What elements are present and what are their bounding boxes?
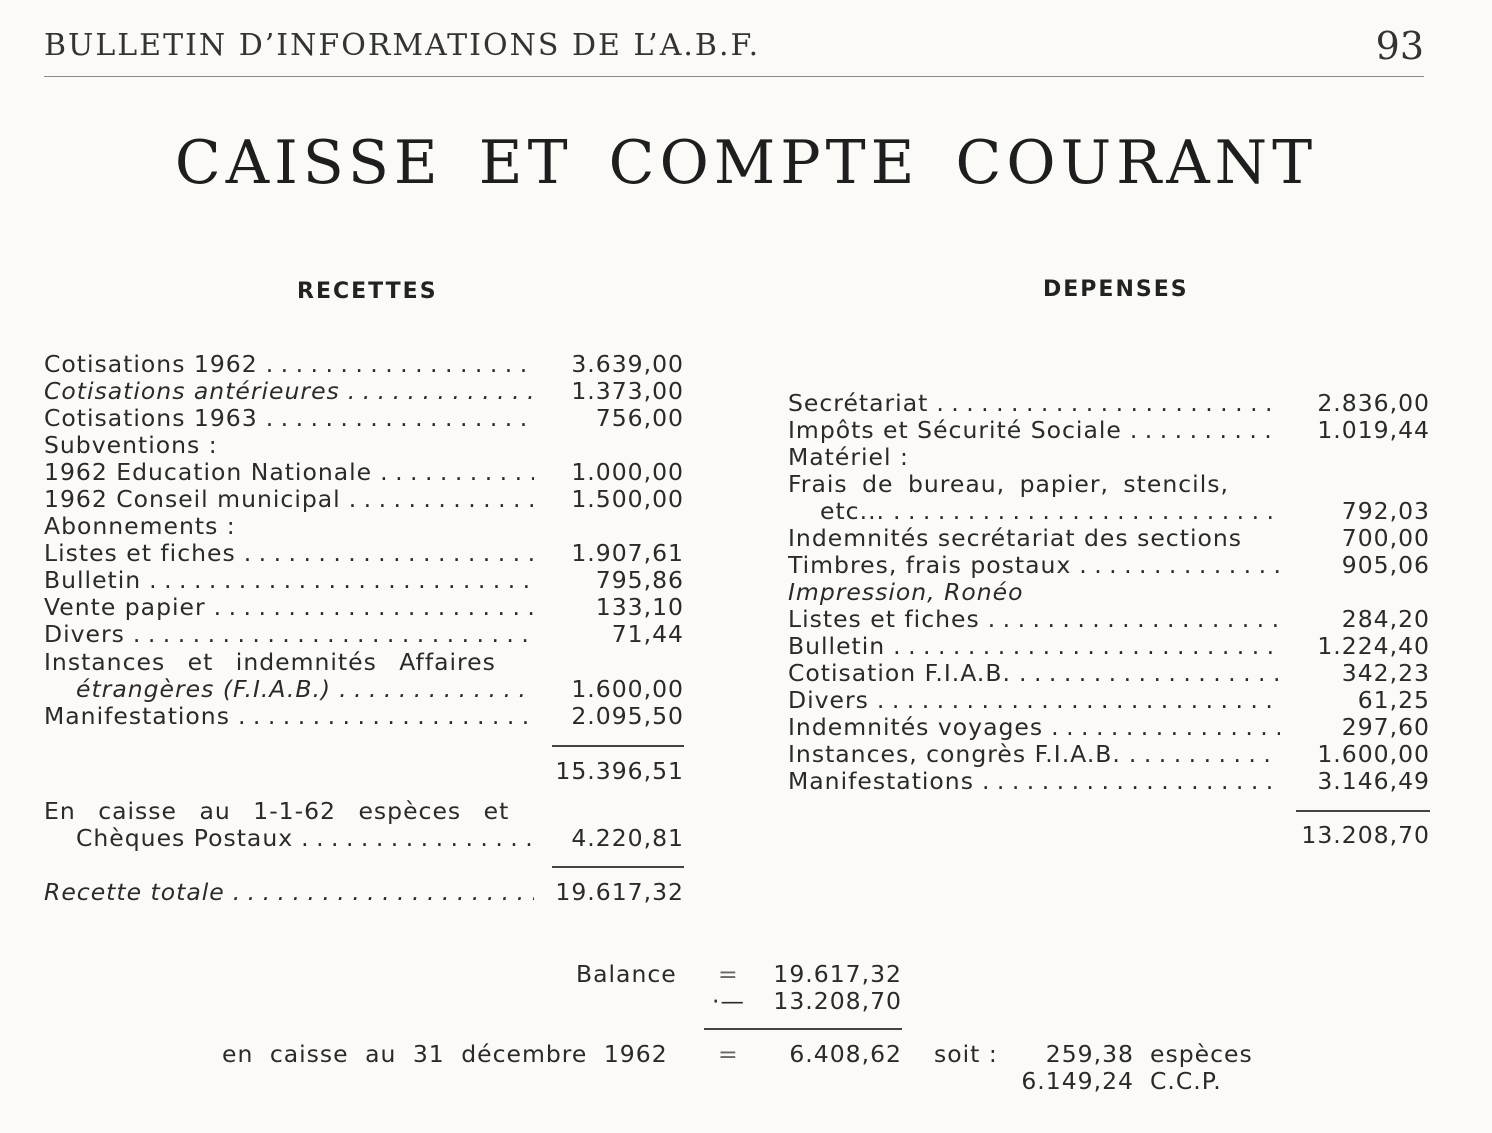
depenses-label: Listes et fiches . . . [788, 606, 1280, 633]
depenses-subheading: Matériel : [788, 443, 909, 471]
depenses-label: Frais de bureau, papier, stencils, [788, 470, 1229, 498]
especes-amount: 259,38 [1045, 1040, 1134, 1068]
recette-totale-label: Recette totale . . . [44, 879, 534, 906]
running-title: BULLETIN D’INFORMATIONS DE L’A.B.F. [44, 28, 761, 63]
recettes-subtotal: 15.396,51 [555, 757, 684, 785]
depenses-label: Divers . . . [788, 687, 1280, 714]
recettes-amount: 71,44 [611, 620, 684, 648]
header-rule [44, 76, 1424, 77]
page-title: CAISSE ET COMPTE COURANT [174, 128, 1318, 198]
depenses-amount: 792,03 [1341, 497, 1430, 525]
recettes-label: Bulletin . . . [44, 567, 534, 594]
depenses-total: 13.208,70 [1301, 821, 1430, 849]
recettes-label: 1962 Conseil municipal . . . [44, 486, 534, 513]
recettes-label: Listes et fiches . . . [44, 540, 534, 567]
depenses-amount: 1.224,40 [1317, 632, 1430, 660]
recettes-subheading: Abonnements : [44, 512, 236, 540]
recettes-amount: 1.907,61 [571, 539, 684, 567]
depenses-label: Secrétariat . . . [788, 390, 1280, 417]
en-caisse-amount: 4.220,81 [571, 824, 684, 852]
recettes-label: étrangères (F.I.A.B.) . . . [76, 676, 534, 703]
depenses-label: Instances, congrès F.I.A.B. . . . [788, 741, 1280, 768]
final-balance-label: en caisse au 31 décembre 1962 [222, 1040, 668, 1068]
recettes-subheading: Subventions : [44, 431, 218, 459]
recettes-amount: 1.000,00 [571, 458, 684, 486]
recettes-amount: 1.600,00 [571, 675, 684, 703]
depenses-label: Timbres, frais postaux . . . [788, 552, 1280, 579]
depenses-amount: 284,20 [1341, 605, 1430, 633]
recettes-amount: 795,86 [595, 566, 684, 594]
depenses-label: etc... . . . [820, 498, 1280, 525]
depenses-label: Cotisation F.I.A.B. . . . [788, 660, 1280, 687]
recettes-amount: 133,10 [595, 593, 684, 621]
depenses-amount: 297,60 [1341, 713, 1430, 741]
depenses-amount: 3.146,49 [1317, 767, 1430, 795]
recettes-label: Cotisations 1962 . . . [44, 351, 534, 378]
especes-label: espèces [1150, 1040, 1253, 1068]
recettes-label: Vente papier . . . [44, 594, 534, 621]
depenses-label: Manifestations . . . [788, 768, 1280, 795]
depenses-amount: 1.019,44 [1317, 416, 1430, 444]
depenses-label: Indemnités voyages . . . [788, 714, 1280, 741]
recettes-label: 1962 Education Nationale . . . [44, 459, 534, 486]
balance-value-depenses: 13.208,70 [773, 987, 902, 1015]
balance-label: Balance [576, 960, 677, 988]
recettes-label: Cotisations 1963 . . . [44, 405, 534, 432]
recettes-amount: 2.095,50 [571, 702, 684, 730]
depenses-label: Indemnités secrétariat des sections [788, 524, 1242, 552]
recettes-label: Instances et indemnités Affaires [44, 648, 496, 676]
balance-equals: = [718, 960, 739, 988]
recettes-total-rule [552, 866, 684, 868]
depenses-label: Bulletin . . . [788, 633, 1280, 660]
recettes-label: Cotisations antérieures . . . [44, 378, 534, 405]
recettes-subtotal-rule [552, 745, 684, 747]
balance-rule [704, 1028, 902, 1030]
depenses-amount: 700,00 [1341, 524, 1430, 552]
page-number: 93 [1375, 24, 1424, 68]
recettes-amount: 3.639,00 [571, 350, 684, 378]
recettes-label: Manifestations . . . [44, 703, 534, 730]
recettes-amount: 756,00 [595, 404, 684, 432]
depenses-amount: 61,25 [1357, 686, 1430, 714]
depenses-label: Impôts et Sécurité Sociale . . . [788, 417, 1280, 444]
running-header [44, 24, 1424, 68]
depenses-amount: 342,23 [1341, 659, 1430, 687]
balance-minus: ·— [712, 987, 745, 1015]
depenses-heading: DEPENSES [1043, 277, 1189, 302]
depenses-amount: 905,06 [1341, 551, 1430, 579]
recettes-heading: RECETTES [297, 279, 438, 304]
depenses-total-rule [1296, 810, 1430, 812]
ccp-label: C.C.P. [1150, 1067, 1222, 1095]
depenses-amount: 2.836,00 [1317, 389, 1430, 417]
recette-totale-amount: 19.617,32 [555, 878, 684, 906]
soit-label: soit : [934, 1040, 998, 1068]
final-balance-equals: = [718, 1040, 739, 1068]
final-balance-value: 6.408,62 [789, 1040, 902, 1068]
recettes-amount: 1.500,00 [571, 485, 684, 513]
depenses-subheading: Impression, Ronéo [788, 578, 1024, 606]
depenses-amount: 1.600,00 [1317, 740, 1430, 768]
recettes-amount: 1.373,00 [571, 377, 684, 405]
en-caisse-label: Chèques Postaux . . . [76, 825, 534, 852]
en-caisse-label: En caisse au 1-1-62 espèces et [44, 797, 510, 825]
recettes-label: Divers . . . [44, 621, 534, 648]
balance-value-recettes: 19.617,32 [773, 960, 902, 988]
ccp-amount: 6.149,24 [1021, 1067, 1134, 1095]
